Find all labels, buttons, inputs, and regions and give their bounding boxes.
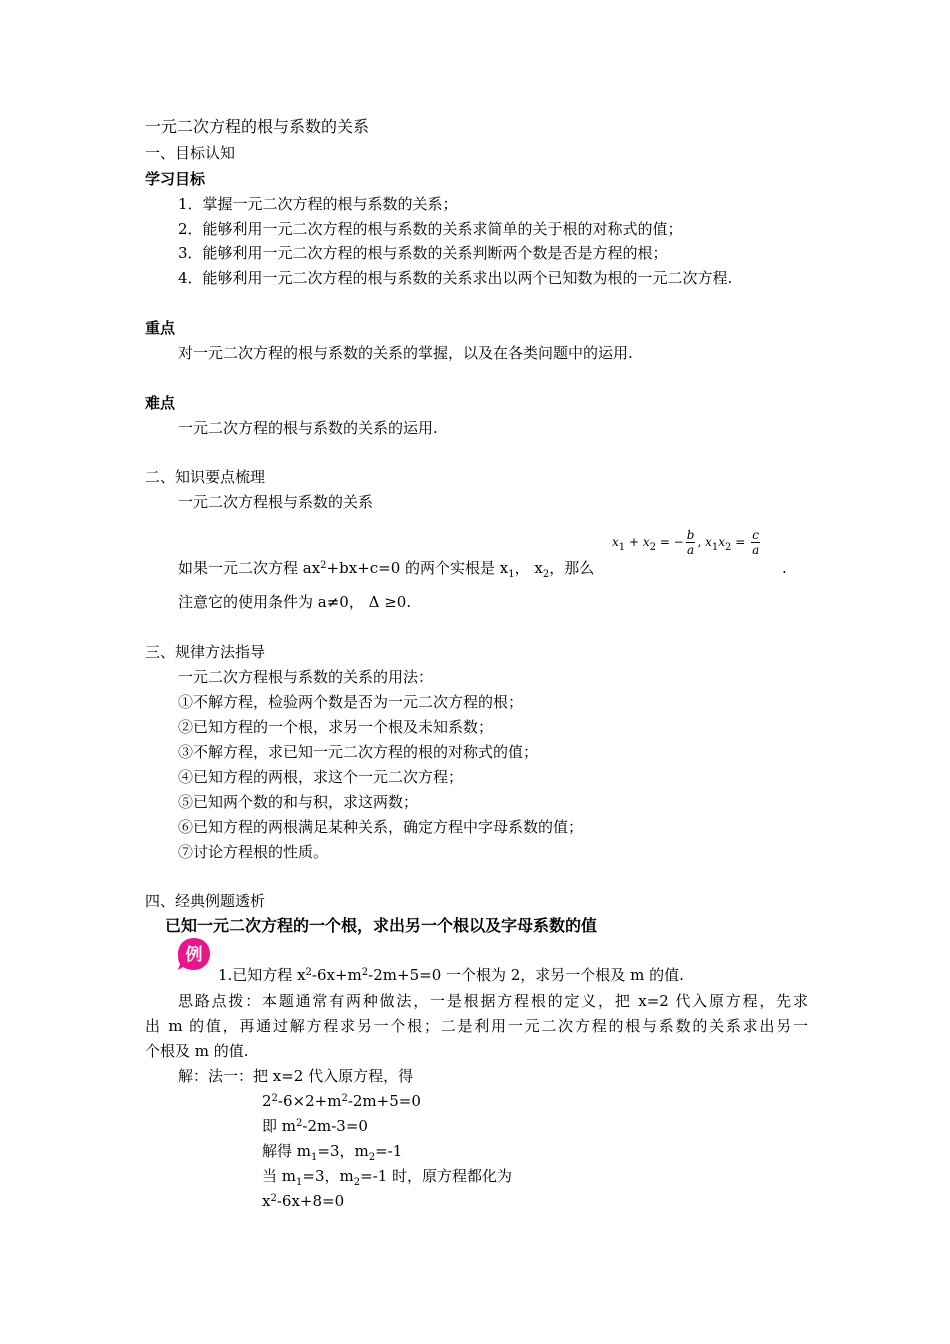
hint-line: 个根及 m 的值. — [145, 1042, 249, 1060]
work-step: 解得 $m_1=3$，$m_2=-1$ — [262, 1142, 403, 1163]
badge-label: 例 — [185, 945, 203, 965]
section-1-heading: 一、目标认知 — [145, 144, 236, 162]
goal-item: 3．能够利用一元二次方程的根与系数的关系判断两个数是否是方程的根； — [178, 244, 668, 262]
section-3-heading: 三、规律方法指导 — [145, 643, 266, 661]
example-topic: 已知一元二次方程的一个根，求出另一个根以及字母系数的值 — [165, 916, 598, 935]
usage-item: ②已知方程的一个根，求另一个根及未知系数； — [178, 718, 494, 736]
work-step: $2^2-6\times 2+m^2-2m+5=0$ — [262, 1092, 421, 1110]
section-2-heading: 二、知识要点梳理 — [145, 468, 266, 486]
goals-heading: 学习目标 — [145, 170, 206, 188]
solution-heading: 解：法一：把 x=2 代入原方程，得 — [178, 1067, 414, 1085]
goal-item: 4．能够利用一元二次方程的根与系数的关系求出以两个已知数为根的一元二次方程. — [178, 269, 733, 287]
condition-note: 注意它的使用条件为 a≠0， Δ ≥0. — [178, 593, 412, 611]
fraction-b-over-a: $\frac{b}{a}$ — [686, 528, 695, 557]
usage-item: ①不解方程，检验两个数是否为一元二次方程的根； — [178, 693, 524, 711]
work-step: $x^2-6x+8=0$ — [262, 1192, 345, 1210]
section-4-heading: 四、经典例题透析 — [145, 892, 266, 910]
usage-item: ⑤已知两个数的和与积，求这两数； — [178, 793, 419, 811]
key-points-heading: 重点 — [145, 319, 176, 337]
work-step: 当 $m_1=3$，$m_2=-1$ 时，原方程都化为 — [262, 1167, 513, 1188]
example-question: 1.已知方程 $x^2-6x+m^2-2m+5=0$ 一个根为 2，求另一个根及 m 的值. — [218, 966, 684, 984]
document-title: 一元二次方程的根与系数的关系 — [145, 117, 370, 136]
section-2-subheading: 一元二次方程根与系数的关系 — [178, 493, 374, 511]
key-points-text: 对一元二次方程的根与系数的关系的掌握，以及在各类问题中的运用. — [178, 344, 633, 362]
work-step: 即 $m^2-2m-3=0$ — [262, 1117, 368, 1135]
vieta-formula: $x_1 + x_2$ = − $\frac{b}{a}$ , $x_1x_2$ = $\frac{c}{a}$ — [612, 528, 760, 557]
usage-item: ④已知方程的两根，求这个一元二次方程； — [178, 768, 464, 786]
usage-item: ③不解方程，求已知一元二次方程的根的对称式的值； — [178, 743, 539, 761]
hint-line: 出 m 的值，再通过解方程求另一个根；二是利用一元二次方程的根与系数的关系求出另一 — [145, 1017, 808, 1035]
difficulty-text: 一元二次方程的根与系数的关系的运用. — [178, 419, 438, 437]
difficulty-heading: 难点 — [145, 394, 176, 412]
goal-item: 2．能够利用一元二次方程的根与系数的关系求简单的关于根的对称式的值； — [178, 220, 683, 238]
usage-item: ⑥已知方程的两根满足某种关系，确定方程中字母系数的值； — [178, 818, 584, 836]
goal-item: 1．掌握一元二次方程的根与系数的关系； — [178, 195, 458, 213]
usage-item: ⑦讨论方程根的性质。 — [178, 843, 329, 861]
statement-period: . — [782, 559, 787, 577]
hint-line: 思路点拨：本题通常有两种做法，一是根据方程根的定义，把 x=2 代入原方程，先求 — [178, 992, 808, 1010]
example-badge-icon — [176, 936, 212, 972]
usage-intro: 一元二次方程根与系数的关系的用法： — [178, 668, 434, 686]
fraction-c-over-a: $\frac{c}{a}$ — [752, 528, 760, 557]
theorem-statement: 如果一元二次方程 $ax^2+bx+c=0$ 的两个实根是 $x_1$， $x_2$，那么 — [178, 559, 595, 580]
